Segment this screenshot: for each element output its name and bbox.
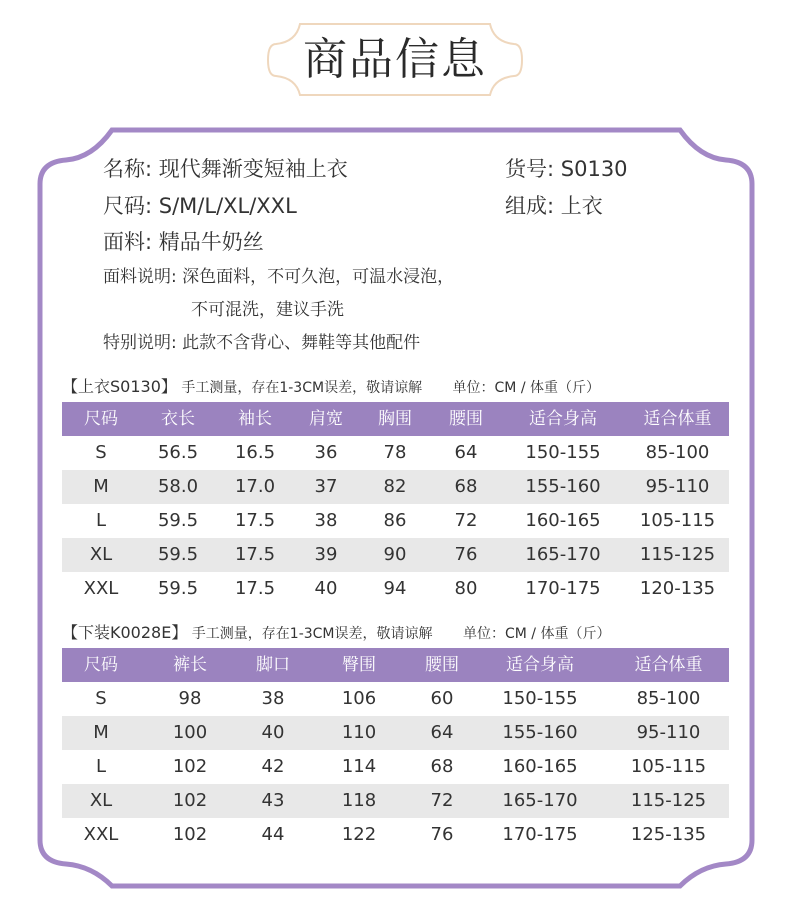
table-cell: 60 [430,688,454,709]
name-label: 名称: [103,157,153,181]
column-header: 适合身高 [529,409,597,429]
item-number [505,153,628,183]
special-note-label: 特别说明: [103,333,177,353]
table-cell: 160-165 [502,756,578,777]
product-sizes [103,190,297,220]
table-cell: 59.5 [157,510,199,531]
top-table-note: 手工测量，存在1-3CM误差，敬请谅解 [181,380,423,396]
table-row [62,538,729,572]
table-cell: 72 [430,790,454,811]
table-cell: 155-160 [525,476,601,497]
table-cell: 38 [261,688,285,709]
table-cell: 17.5 [234,578,276,599]
table-cell: M [93,722,109,743]
column-header: 袖长 [238,409,272,429]
table-cell: 64 [454,442,478,463]
size-value: S/M/L/XL/XXL [158,194,297,218]
column-header: 腰围 [449,409,483,429]
table-cell: L [95,510,107,531]
product-composition [505,190,603,220]
table-cell: 85-100 [636,688,701,709]
fabric-note [103,262,454,287]
table-cell: XL [89,790,113,811]
bottom-size-table [62,648,729,852]
column-header: 肩宽 [309,409,343,429]
table-cell: 44 [261,824,285,845]
table-cell: 72 [454,510,478,531]
table-cell: 102 [172,756,208,777]
bottom-table-unit: 单位：CM / 体重（斤） [462,626,611,642]
name-value: 现代舞渐变短袖上衣 [158,157,348,181]
composition-value: 上衣 [560,194,603,218]
table-cell: 43 [261,790,285,811]
table-cell: 59.5 [157,578,199,599]
table-cell: 122 [341,824,377,845]
column-header: 适合身高 [506,655,574,675]
bottom-table-caption [62,620,610,643]
table-cell: 76 [430,824,454,845]
table-cell: 85-100 [645,442,710,463]
table-cell: 102 [172,790,208,811]
column-header: 胸围 [378,409,412,429]
special-note [103,328,420,353]
table-cell: 102 [172,824,208,845]
table-cell: 165-170 [502,790,578,811]
bottom-table-title: 【下装K0028E】 [62,623,188,642]
table-cell: L [95,756,107,777]
table-cell: 59.5 [157,544,199,565]
column-header: 腰围 [425,655,459,675]
table-cell: 68 [454,476,478,497]
table-cell: S [95,688,107,709]
table-cell: 118 [341,790,377,811]
column-header: 尺码 [84,655,118,675]
column-header: 臀围 [342,655,376,675]
table-cell: 94 [383,578,407,599]
table-cell: 120-135 [639,578,716,599]
table-header-row [62,402,729,436]
table-row [62,784,729,818]
table-row [62,682,729,716]
table-cell: 110 [341,722,377,743]
top-table-unit: 单位：CM / 体重（斤） [452,380,601,396]
table-cell: 90 [383,544,407,565]
table-cell: 114 [341,756,377,777]
table-cell: 16.5 [234,442,276,463]
table-cell: XXL [83,824,119,845]
table-cell: 37 [314,476,338,497]
table-header-row [62,648,729,682]
table-cell: 76 [454,544,478,565]
top-size-table [62,402,729,606]
table-cell: 42 [261,756,285,777]
table-row [62,436,729,470]
top-table-caption [62,374,600,397]
fabric-label: 面料: [103,230,153,254]
table-cell: 40 [261,722,285,743]
table-row [62,716,729,750]
column-header: 尺码 [84,409,118,429]
table-cell: 39 [314,544,338,565]
table-cell: 38 [314,510,338,531]
fabric-value: 精品牛奶丝 [158,230,264,254]
table-cell: 80 [454,578,478,599]
table-cell: XL [89,544,113,565]
bottom-table-note: 手工测量，存在1-3CM误差，敬请谅解 [191,626,433,642]
table-row [62,750,729,784]
table-cell: M [93,476,109,497]
table-cell: 82 [383,476,407,497]
composition-label: 组成: [505,194,555,218]
table-cell: 64 [430,722,454,743]
fabric-note-label: 面料说明: [103,267,177,287]
table-cell: 170-175 [525,578,601,599]
table-cell: 95-110 [636,722,701,743]
table-cell: 170-175 [502,824,578,845]
table-cell: 115-125 [630,790,707,811]
table-cell: 165-170 [525,544,601,565]
special-note-value: 此款不含背心、舞鞋等其他配件 [182,333,421,353]
table-row [62,470,729,504]
size-label: 尺码: [103,194,153,218]
column-header: 适合体重 [634,655,703,675]
item-no-label: 货号: [505,157,555,181]
page-title: 商品信息 [303,34,487,85]
table-cell: 95-110 [645,476,710,497]
table-cell: 98 [178,688,202,709]
top-table-title: 【上衣S0130】 [62,377,177,396]
table-cell: 105-115 [639,510,716,531]
table-cell: 86 [383,510,407,531]
table-cell: 105-115 [630,756,707,777]
table-cell: 106 [341,688,377,709]
table-cell: 150-155 [525,442,601,463]
table-cell: XXL [83,578,119,599]
product-fabric [103,226,264,256]
table-cell: 68 [430,756,454,777]
item-no-value: S0130 [560,157,628,181]
table-cell: 36 [314,442,338,463]
table-row [62,572,729,606]
table-cell: 56.5 [157,442,199,463]
table-row [62,818,729,852]
column-header: 脚口 [256,655,290,675]
table-row [62,504,729,538]
column-header: 裤长 [173,655,207,675]
table-cell: 17.5 [234,544,276,565]
table-cell: 125-135 [630,824,707,845]
table-cell: S [95,442,107,463]
table-cell: 17.0 [234,476,276,497]
product-name [103,153,348,183]
table-cell: 115-125 [639,544,716,565]
fabric-note-line1: 深色面料，不可久泡，可温水浸泡， [182,267,455,287]
fabric-note-line2: 不可混洗，建议手洗 [191,300,344,320]
table-cell: 150-155 [502,688,578,709]
column-header: 衣长 [161,409,195,429]
table-cell: 78 [383,442,407,463]
table-cell: 160-165 [525,510,601,531]
table-cell: 155-160 [502,722,578,743]
table-cell: 100 [172,722,208,743]
table-cell: 40 [314,578,338,599]
column-header: 适合体重 [643,409,712,429]
table-cell: 58.0 [157,476,199,497]
table-cell: 17.5 [234,510,276,531]
